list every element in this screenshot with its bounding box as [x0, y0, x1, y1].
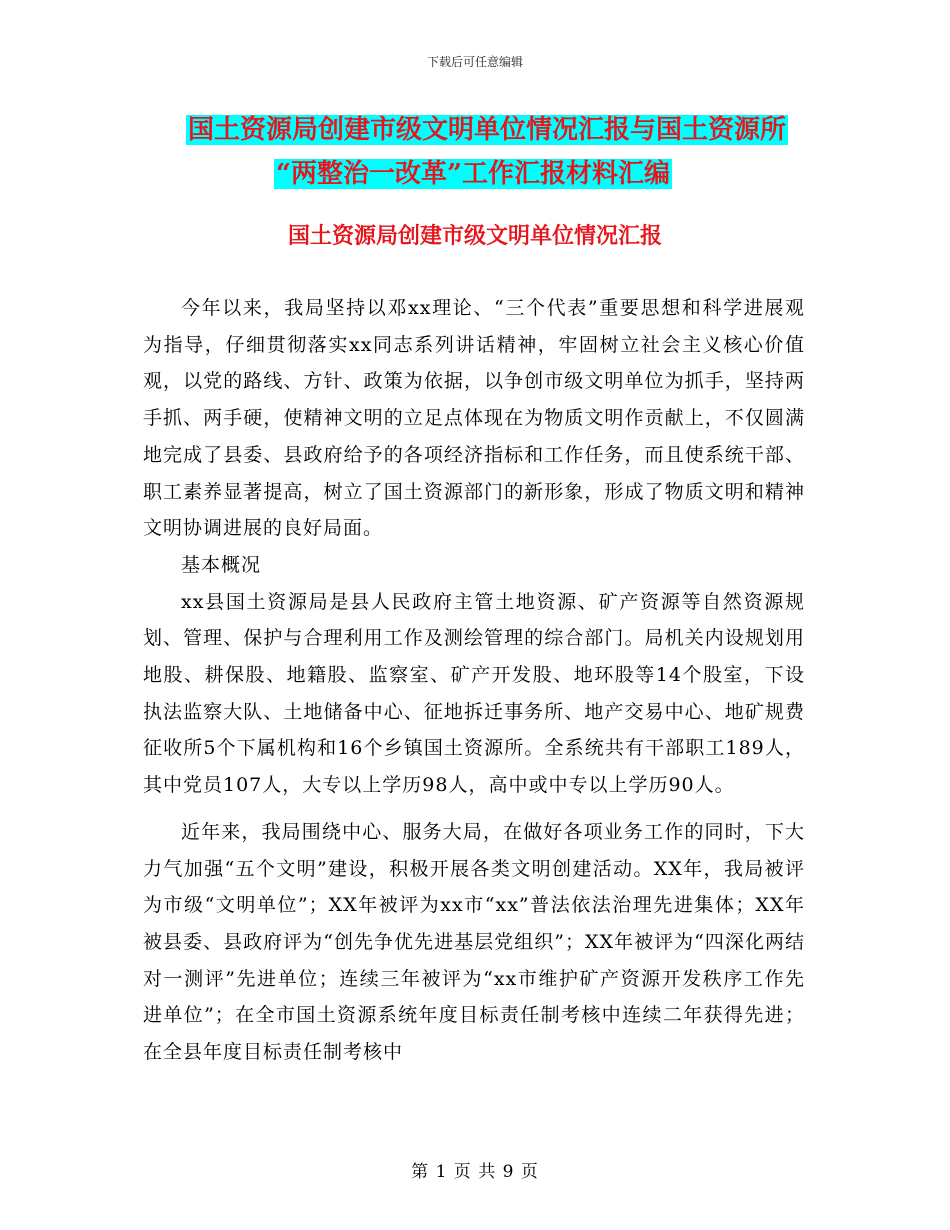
main-title-line-1	[0, 112, 950, 148]
header-note: 下载后可任意编辑	[426, 55, 523, 69]
paragraph-overview: xx县国土资源局是县人民政府主管土地资源、矿产资源等自然资源规划、管理、保护与合理利用工作及测绘管理的综合部门。局机关内设规划用地股、耕保股、地籍股、监察室、矿产开发股、地环股等14个股室，下设执法监察大队、土地储备中心、征地拆迁事务所、地产交易中心、地矿规费征收所5个下属机构和16个乡镇国土资源所。全系统共有干部职工189人，其中党员107人，大专以上学历98人，高中或中专以上学历90人。	[143, 590, 805, 797]
page-footer: 第 1 页 共 9 页	[411, 1162, 539, 1182]
main-title-line-1-text: 国土资源局创建市级文明单位情况汇报与国土资源所	[187, 115, 786, 145]
section-title: 国土资源局创建市级文明单位情况汇报	[287, 223, 662, 249]
paragraph-intro: 今年以来，我局坚持以邓xx理论、“三个代表”重要思想和科学进展观为指导，仔细贯彻落实xx同志系列讲话精神，牢固树立社会主义核心价值观，以党的路线、方针、政策为依据，以争创市级文明单位为抓手，坚持两手抓、两手硬，使精神文明的立足点体现在为物质文明作贡献上，不仅圆满地完成了县委、县政府给予的各项经济指标和工作任务，而且使系统干部、职工素养显著提高，树立了国土资源部门的新形象，形成了物质文明和精神文明协调进展的良好局面。	[143, 297, 805, 540]
paragraph-heading-overview: 基本概况	[181, 553, 262, 576]
paragraph-achievements: 近年来，我局围绕中心、服务大局，在做好各项业务工作的同时，下大力气加强“五个文明”建设，积极开展各类文明创建活动。XX年，我局被评为市级“文明单位”；XX年被评为xx市“xx”普法依法治理先进集体；XX年被县委、县政府评为“创先争优先进基层党组织”；XX年被评为“四深化两结对一测评”先进单位；连续三年被评为“xx市维护矿产资源开发秩序工作先进单位”；在全市国土资源系统年度目标责任制考核中连续二年获得先进；在全县年度目标责任制考核中	[143, 820, 805, 1064]
main-title-line-2	[0, 156, 950, 192]
document-body	[143, 290, 805, 1071]
main-title-line-2-text: “两整治一改革”工作汇报材料汇编	[276, 159, 670, 189]
